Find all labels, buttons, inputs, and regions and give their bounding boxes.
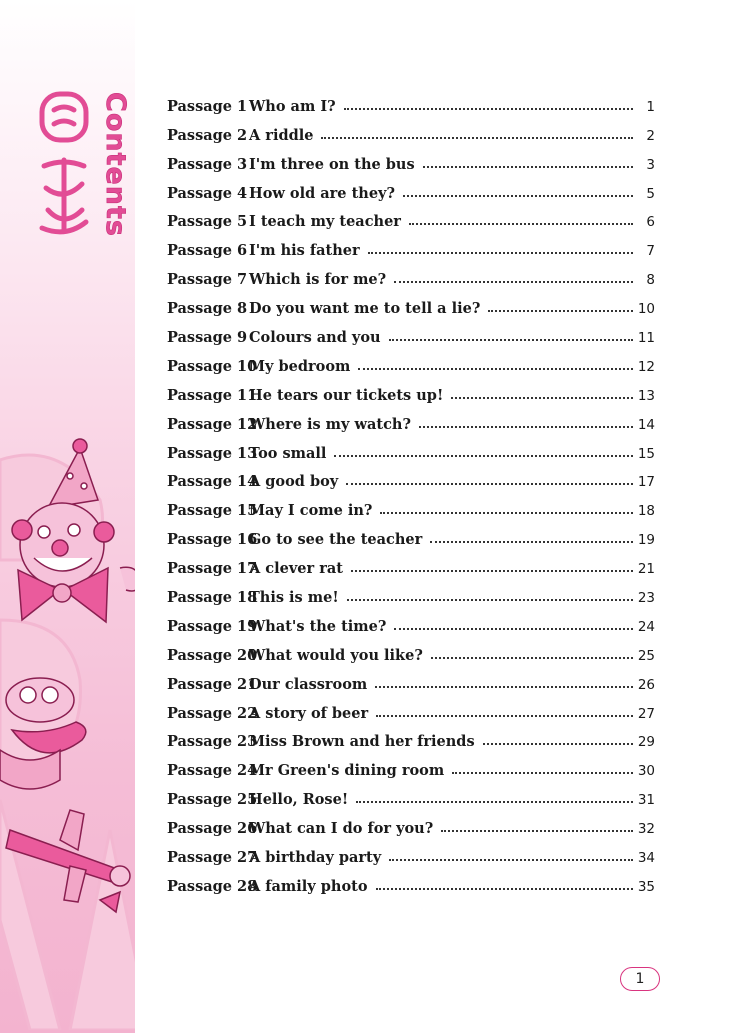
toc-passage-label: Passage 3	[167, 155, 248, 173]
toc-entry[interactable]	[167, 115, 655, 144]
contents-heading: Contents	[100, 92, 131, 238]
toc-passage-label: Passage 4	[167, 184, 248, 202]
toc-page-number: 2	[646, 127, 655, 144]
toc-entry[interactable]	[167, 693, 655, 722]
toc-passage-title: I'm three on the bus	[249, 155, 415, 173]
toc-passage-label: Passage 27	[167, 849, 258, 867]
toc-dot-leader	[334, 455, 633, 457]
toc-passage-label: Passage 12	[167, 415, 258, 433]
toc-entry[interactable]	[167, 202, 655, 231]
toc-passage-title: I'm his father	[249, 242, 360, 260]
toc-entry[interactable]	[167, 606, 655, 635]
toc-page-number: 6	[646, 214, 655, 231]
toc-passage-title: Do you want me to tell a lie?	[249, 300, 481, 318]
toc-page-number: 31	[637, 792, 655, 809]
toc-entry[interactable]	[167, 779, 655, 808]
toc-passage-label: Passage 17	[167, 560, 258, 578]
toc-passage-label: Passage 21	[167, 675, 258, 693]
toc-page-number: 8	[646, 272, 655, 289]
toc-dot-leader	[403, 195, 633, 197]
toc-page-number: 24	[637, 618, 655, 635]
toc-passage-title: A good boy	[249, 473, 339, 491]
toc-page-number: 26	[637, 676, 655, 693]
toc-entry[interactable]	[167, 462, 655, 491]
toc-page-number: 27	[637, 705, 655, 722]
toc-dot-leader	[451, 397, 633, 399]
toc-passage-title: A birthday party	[249, 849, 382, 867]
toc-page-number: 30	[637, 763, 655, 780]
toc-passage-label: Passage 10	[167, 357, 258, 375]
page-number-badge: 1	[620, 967, 660, 991]
toc-dot-leader	[321, 137, 633, 139]
toc-page-number: 13	[637, 387, 655, 404]
toc-page-number: 7	[646, 243, 655, 260]
toc-dot-leader	[452, 772, 633, 774]
toc-passage-label: Passage 26	[167, 820, 258, 838]
toc-dot-leader	[441, 830, 633, 832]
toc-passage-label: Passage 20	[167, 646, 258, 664]
toc-entry[interactable]	[167, 317, 655, 346]
toc-dot-leader	[351, 570, 633, 572]
toc-dot-leader	[376, 715, 633, 717]
toc-page-number: 21	[637, 561, 655, 578]
toc-entry[interactable]	[167, 577, 655, 606]
mulu-heading-glyphs	[34, 88, 94, 248]
toc-passage-title: Miss Brown and her friends	[249, 733, 475, 751]
toc-dot-leader	[431, 657, 633, 659]
toc-dot-leader	[430, 541, 633, 543]
toc-passage-title: Where is my watch?	[249, 415, 411, 433]
toc-entry[interactable]	[167, 259, 655, 288]
toc-page-number: 19	[637, 532, 655, 549]
toc-passage-title: Our classroom	[249, 675, 368, 693]
toc-page-number: 17	[637, 474, 655, 491]
toc-page-number: 23	[637, 590, 655, 607]
toc-dot-leader	[346, 483, 633, 485]
toc-entry[interactable]	[167, 837, 655, 866]
toc-passage-title: What's the time?	[249, 617, 387, 635]
toc-passage-label: Passage 7	[167, 271, 248, 289]
toc-entry[interactable]	[167, 490, 655, 519]
toc-dot-leader	[344, 108, 633, 110]
decorative-sidebar	[0, 0, 135, 1033]
toc-entry[interactable]	[167, 433, 655, 462]
toc-passage-label: Passage 18	[167, 589, 258, 607]
toc-passage-label: Passage 15	[167, 502, 258, 520]
toc-entry[interactable]	[167, 173, 655, 202]
toc-entry[interactable]	[167, 519, 655, 548]
toc-passage-label: Passage 6	[167, 242, 248, 260]
toc-passage-title: He tears our tickets up!	[249, 386, 444, 404]
toc-dot-leader	[488, 310, 633, 312]
toc-entry[interactable]	[167, 230, 655, 259]
toc-passage-title: This is me!	[249, 589, 339, 607]
toc-passage-title: How old are they?	[249, 184, 395, 202]
toc-entry[interactable]	[167, 548, 655, 577]
toc-passage-title: A family photo	[249, 877, 368, 895]
toc-passage-label: Passage 22	[167, 704, 258, 722]
toc-passage-title: A clever rat	[249, 560, 343, 578]
toc-passage-label: Passage 11	[167, 386, 258, 404]
toc-page-number: 1	[646, 98, 655, 115]
clown-illustration	[0, 430, 135, 1030]
toc-entry[interactable]	[167, 866, 655, 895]
toc-page-number: 11	[637, 330, 655, 347]
toc-passage-title: Colours and you	[249, 329, 381, 347]
toc-dot-leader	[419, 426, 633, 428]
toc-passage-label: Passage 25	[167, 791, 258, 809]
toc-passage-label: Passage 5	[167, 213, 248, 231]
toc-dot-leader	[394, 628, 633, 630]
toc-page-number: 29	[637, 734, 655, 751]
toc-passage-label: Passage 19	[167, 617, 258, 635]
toc-page-number: 12	[637, 358, 655, 375]
toc-passage-label: Passage 8	[167, 300, 248, 318]
toc-dot-leader	[376, 888, 634, 890]
toc-passage-title: Who am I?	[249, 97, 336, 115]
toc-dot-leader	[389, 859, 633, 861]
toc-passage-title: Too small	[249, 444, 327, 462]
toc-passage-label: Passage 1	[167, 97, 248, 115]
toc-dot-leader	[375, 686, 633, 688]
toc-entry[interactable]	[167, 144, 655, 173]
toc-page-number: 14	[637, 416, 655, 433]
toc-dot-leader	[368, 252, 633, 254]
toc-passage-label: Passage 16	[167, 531, 258, 549]
toc-passage-title: A riddle	[249, 126, 314, 144]
toc-page-number: 32	[637, 821, 655, 838]
toc-dot-leader	[389, 339, 633, 341]
toc-page-number: 3	[646, 156, 655, 173]
toc-entry[interactable]	[167, 375, 655, 404]
toc-entry[interactable]	[167, 664, 655, 693]
toc-page-number: 5	[646, 185, 655, 202]
toc-entry[interactable]	[167, 404, 655, 433]
table-of-contents	[167, 86, 655, 895]
toc-page-number: 34	[637, 850, 655, 867]
toc-passage-title: I teach my teacher	[249, 213, 401, 231]
toc-passage-title: May I come in?	[249, 502, 373, 520]
toc-dot-leader	[409, 223, 633, 225]
toc-dot-leader	[380, 512, 633, 514]
toc-passage-label: Passage 9	[167, 329, 248, 347]
toc-entry[interactable]	[167, 722, 655, 751]
toc-passage-title: What can I do for you?	[249, 820, 434, 838]
toc-dot-leader	[423, 166, 633, 168]
toc-dot-leader	[356, 801, 633, 803]
toc-passage-label: Passage 13	[167, 444, 258, 462]
toc-page-number: 35	[637, 878, 655, 895]
toc-page-number: 18	[637, 503, 655, 520]
toc-entry[interactable]	[167, 750, 655, 779]
toc-dot-leader	[394, 281, 633, 283]
toc-passage-title: Hello, Rose!	[249, 791, 349, 809]
toc-passage-title: Go to see the teacher	[249, 531, 423, 549]
toc-dot-leader	[358, 368, 633, 370]
toc-passage-label: Passage 24	[167, 762, 258, 780]
toc-entry[interactable]	[167, 288, 655, 317]
toc-page-number: 15	[637, 445, 655, 462]
toc-passage-label: Passage 2	[167, 126, 248, 144]
toc-page-number: 25	[637, 647, 655, 664]
toc-passage-label: Passage 23	[167, 733, 258, 751]
toc-entry[interactable]	[167, 86, 655, 115]
toc-entry[interactable]	[167, 346, 655, 375]
toc-passage-title: What would you like?	[249, 646, 423, 664]
toc-passage-title: Mr Green's dining room	[249, 762, 445, 780]
toc-entry[interactable]	[167, 808, 655, 837]
toc-page-number: 10	[637, 301, 655, 318]
toc-passage-title: A story of beer	[249, 704, 369, 722]
toc-dot-leader	[347, 599, 633, 601]
toc-passage-title: My bedroom	[249, 357, 351, 375]
toc-passage-label: Passage 14	[167, 473, 258, 491]
toc-passage-label: Passage 28	[167, 877, 258, 895]
toc-entry[interactable]	[167, 635, 655, 664]
toc-passage-title: Which is for me?	[249, 271, 387, 289]
toc-dot-leader	[483, 743, 633, 745]
